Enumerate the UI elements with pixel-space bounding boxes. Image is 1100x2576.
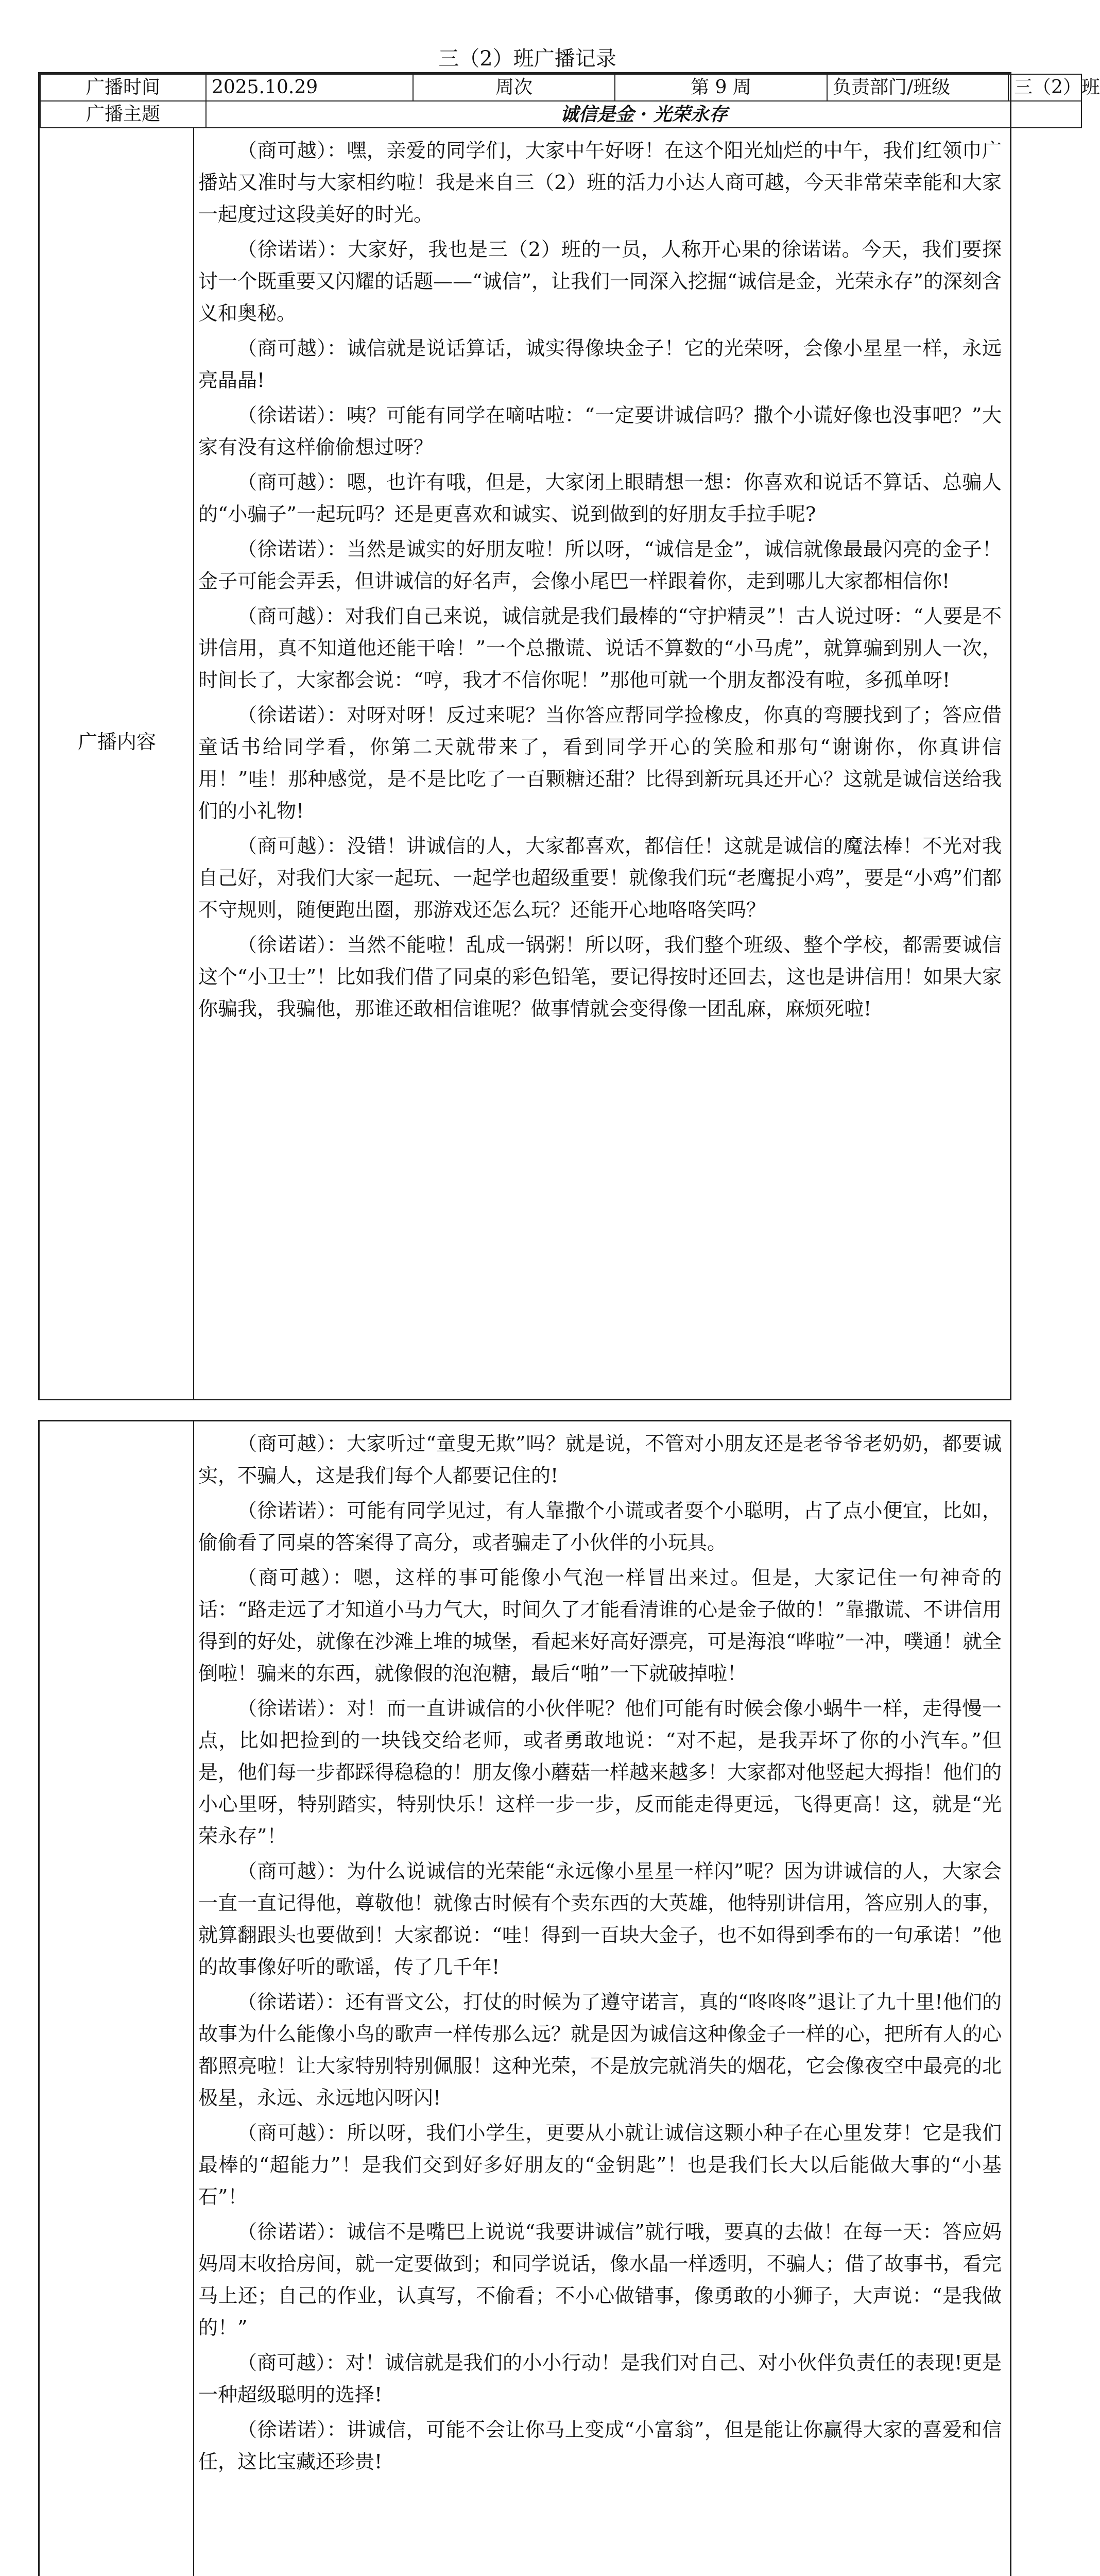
script-line: （徐诺诺）：当然不能啦！乱成一锅粥！所以呀，我们整个班级、整个学校，都需要诚信这个“小卫士”！比如我们借了同桌的彩色铅笔，要记得按时还回去，这也是讲信用！如果大家你骗我，我骗他，那谁还敢相信谁呢？做事情就会变得像一团乱麻，麻烦死啦! xyxy=(198,934,1002,1020)
document-title: 三（2）班广播记录 xyxy=(438,47,616,71)
dept-value: 三（2）班 xyxy=(1008,74,1081,101)
script-line: （商可越）：嗯，这样的事可能像小气泡一样冒出来过。但是，大家记住一句神奇的话：“路走远了才知道小马力气大，时间久了才能看清谁的心是金子做的！”靠撒谎、不讲信用得到的好处，就像在沙滩上堆的城堡，看起来好高好漂亮，可是海浪“哗啦”一冲，噗通！就全倒啦！骗来的东西，就像假的泡泡糖，最后“啪”一下就破掉啦！ xyxy=(198,1566,1002,1685)
script-line: （商可越）：大家听过“童叟无欺”吗？就是说，不管对小朋友还是老爷爷老奶奶，都要诚实，不骗人，这是我们每个人都要记住的! xyxy=(198,1432,1002,1487)
week-value: 第 9 周 xyxy=(615,74,827,101)
script-line: （商可越）：嗯，也许有哦，但是，大家闭上眼睛想一想：你喜欢和说话不算话、总骗人的“小骗子”一起玩吗？还是更喜欢和诚实、说到做到的好朋友手拉手呢? xyxy=(198,471,1002,526)
label-column xyxy=(40,128,194,1399)
header-table xyxy=(40,74,1100,128)
script-line: （徐诺诺）：讲诚信，可能不会让你马上变成“小富翁”，但是能让你赢得大家的喜爱和信任，这比宝藏还珍贵! xyxy=(198,2418,1002,2473)
script-line: （商可越）：对我们自己来说，诚信就是我们最棒的“守护精灵”！古人说过呀：“人要是不讲信用，真不知道他还能干啥！”一个总撒谎、说话不算数的“小马虎”，就算骗到别人一次，时间长了，大家都会说：“哼，我才不信你呢！”那他可就一个朋友都没有啦，多孤单呀! xyxy=(198,605,1002,691)
topic-value: 诚信是金 · 光荣永存 xyxy=(206,101,1081,128)
script-line: （徐诺诺）：当然是诚实的好朋友啦！所以呀，“诚信是金”，诚信就像最最闪亮的金子！金子可能会弄丢，但讲诚信的好名声，会像小尾巴一样跟着你，走到哪儿大家都相信你! xyxy=(198,538,1002,592)
script-line: （徐诺诺）：可能有同学见过，有人靠撒个小谎或者耍个小聪明，占了点小便宜，比如，偷偷看了同桌的答案得了高分，或者骗走了小伙伴的小玩具。 xyxy=(198,1499,1002,1554)
script-line: （徐诺诺）：咦？可能有同学在嘀咕啦：“一定要讲诚信吗？撒个小谎好像也没事吧？”大家有没有这样偷偷想过呀？ xyxy=(198,404,1002,459)
script-line: （商可越）：没错！讲诚信的人，大家都喜欢，都信任！这就是诚信的魔法棒！不光对我自己好，对我们大家一起玩、一起学也超级重要！就像我们玩“老鹰捉小鸡”，要是“小鸡”们都不守规则，随便跑出圈，那游戏还怎么玩？还能开心地咯咯笑吗？ xyxy=(198,835,1002,921)
time-value: 2025.10.29 xyxy=(206,74,413,101)
script-line: （徐诺诺）：诚信不是嘴巴上说说“我要讲诚信”就行哦，要真的去做！在每一天：答应妈妈周末收拾房间，就一定要做到；和同学说话，像水晶一样透明，不骗人；借了故事书，看完马上还；自己的作业，认真写，不偷看；不小心做错事，像勇敢的小狮子，大声说：“是我做的！” xyxy=(198,2221,1002,2339)
label-column xyxy=(40,1421,194,2576)
week-label: 周次 xyxy=(413,74,615,101)
dept-label: 负责部门/班级 xyxy=(827,74,1008,101)
script-line: （商可越）：嘿，亲爱的同学们，大家中午好呀！在这个阳光灿烂的中午，我们红领巾广播站又准时与大家相约啦！我是来自三（2）班的活力小达人商可越，今天非常荣幸能和大家一起度过这段美好的时光。 xyxy=(198,139,1002,226)
script-line: （徐诺诺）：还有晋文公，打仗的时候为了遵守诺言，真的“咚咚咚”退让了九十里!他们的故事为什么能像小鸟的歌声一样传那么远？就是因为诚信这种像金子一样的心，把所有人的心都照亮啦！让大家特别特别佩服！这种光荣，不是放完就消失的烟花，它会像夜空中最亮的北极星，永远、永远地闪呀闪! xyxy=(198,1991,1002,2109)
script-line: （徐诺诺）：对！而一直讲诚信的小伙伴呢？他们可能有时候会像小蜗牛一样，走得慢一点，比如把捡到的一块钱交给老师，或者勇敢地说：“对不起，是我弄坏了你的小汽车。”但是，他们每一步都踩得稳稳的！朋友像小蘑菇一样越来越多！大家都对他竖起大拇指！他们的小心里呀，特别踏实，特别快乐！这样一步一步，反而能走得更远，飞得更高！这，就是“光荣永存”！ xyxy=(198,1697,1002,1848)
content-label: 广播内容 xyxy=(77,731,156,753)
script-line: （徐诺诺）：对呀对呀！反过来呢？当你答应帮同学捡橡皮，你真的弯腰找到了；答应借童话书给同学看，你第二天就带来了，看到同学开心的笑脸和那句“谢谢你，你真讲信用！”哇！那种感觉，是不是比吃了一百颗糖还甜？比得到新玩具还开心？这就是诚信送给我们的小礼物! xyxy=(198,704,1002,822)
content-column xyxy=(198,134,1002,1028)
content-column xyxy=(198,1428,1002,2481)
topic-label: 广播主题 xyxy=(40,101,206,128)
header-row-topic xyxy=(40,101,1081,128)
record-sheet-2 xyxy=(38,1420,1011,2576)
time-label: 广播时间 xyxy=(40,74,206,101)
script-line: （商可越）：所以呀，我们小学生，更要从小就让诚信这颗小种子在心里发芽！它是我们最棒的“超能力”！是我们交到好多好朋友的“金钥匙”！也是我们长大以后能做大事的“小基石”！ xyxy=(198,2122,1002,2208)
script-line: （商可越）：对！诚信就是我们的小小行动！是我们对自己、对小伙伴负责任的表现!更是一种超级聪明的选择! xyxy=(198,2351,1002,2406)
header-row-time xyxy=(40,74,1081,101)
content-row xyxy=(40,1421,1010,2576)
content-row xyxy=(40,128,1010,1399)
script-line: （商可越）：诚信就是说话算话，诚实得像块金子！它的光荣呀，会像小星星一样，永远亮晶晶! xyxy=(198,337,1002,392)
script-line: （商可越）：为什么说诚信的光荣能“永远像小星星一样闪”呢？因为讲诚信的人，大家会一直一直记得他，尊敬他！就像古时候有个卖东西的大英雄，他特别讲信用，答应别人的事，就算翻跟头也要做到！大家都说：“哇！得到一百块大金子，也不如得到季布的一句承诺！”他的故事像好听的歌谣，传了几千年! xyxy=(198,1860,1002,1978)
script-line: （徐诺诺）：大家好，我也是三（2）班的一员，人称开心果的徐诺诺。今天，我们要探讨一个既重要又闪耀的话题——“诚信”，让我们一同深入挖掘“诚信是金，光荣永存”的深刻含义和奥秘。 xyxy=(198,238,1002,325)
record-sheet-1 xyxy=(38,72,1100,1400)
